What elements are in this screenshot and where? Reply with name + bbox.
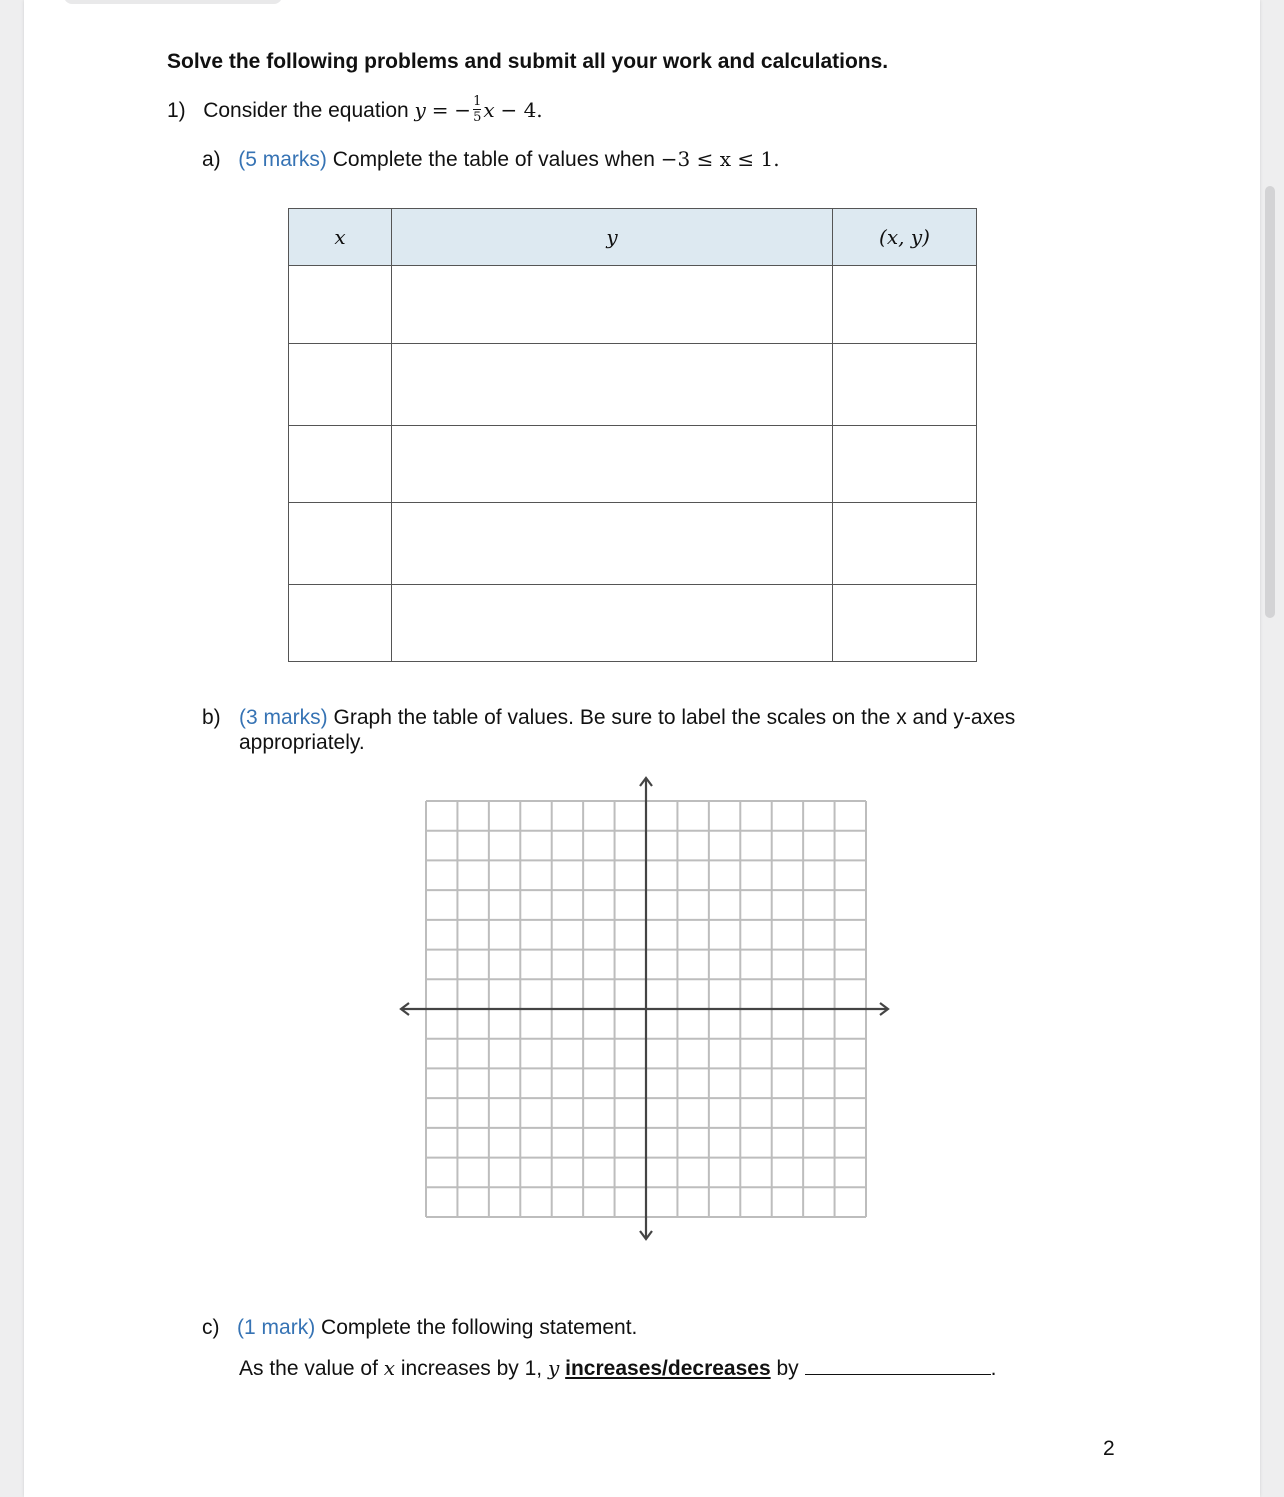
table-cell[interactable] bbox=[833, 344, 977, 426]
table-cell[interactable] bbox=[289, 503, 392, 585]
instructions: Solve the following problems and submit all your work and calculations. bbox=[167, 50, 889, 73]
table-cell[interactable] bbox=[289, 426, 392, 503]
table-cell[interactable] bbox=[833, 426, 977, 503]
statement-var-y: y bbox=[547, 1356, 560, 1380]
part-c bbox=[202, 1316, 637, 1340]
table-cell[interactable] bbox=[833, 585, 977, 662]
table-cell[interactable] bbox=[289, 585, 392, 662]
part-a bbox=[202, 147, 780, 172]
table-cell[interactable] bbox=[392, 426, 833, 503]
equation-lhs: y bbox=[414, 98, 426, 123]
fraction-denominator: 5 bbox=[473, 110, 482, 125]
table-cell[interactable] bbox=[392, 344, 833, 426]
table-cell[interactable] bbox=[392, 266, 833, 344]
statement-before: As the value of bbox=[239, 1357, 378, 1380]
table-cell[interactable] bbox=[833, 266, 977, 344]
table-row bbox=[289, 344, 977, 426]
table-row bbox=[289, 585, 977, 662]
table-cell[interactable] bbox=[392, 585, 833, 662]
equation-minus: − bbox=[454, 98, 472, 123]
part-a-text: Complete the table of values when bbox=[332, 148, 655, 171]
fraction bbox=[473, 95, 481, 124]
part-b-text: Graph the table of values. Be sure to label the scales on the x and y-axes appropriately. bbox=[239, 706, 1016, 754]
header-xy: (x, y) bbox=[833, 209, 977, 266]
table-row bbox=[289, 503, 977, 585]
part-a-marks: (5 marks) bbox=[238, 148, 327, 171]
part-b-marks: (3 marks) bbox=[239, 706, 328, 729]
answer-blank[interactable] bbox=[805, 1356, 991, 1375]
part-c-text: Complete the following statement. bbox=[321, 1316, 638, 1339]
page-number: 2 bbox=[1103, 1437, 1115, 1460]
equation-rest: − 4. bbox=[500, 98, 543, 123]
part-a-inequality: −3 ≤ x ≤ 1. bbox=[660, 147, 780, 171]
question-text: Consider the equation bbox=[203, 99, 409, 123]
top-tab bbox=[64, 0, 282, 4]
part-b-label: b) bbox=[202, 706, 221, 729]
fraction-numerator: 1 bbox=[473, 94, 482, 109]
statement-end: . bbox=[990, 1357, 997, 1380]
equation-variable: x bbox=[483, 98, 495, 123]
question-number: 1) bbox=[167, 99, 186, 123]
part-a-label: a) bbox=[202, 148, 221, 171]
coordinate-grid[interactable] bbox=[396, 774, 896, 1244]
table-cell[interactable] bbox=[833, 503, 977, 585]
statement-choice: increases/decreases bbox=[565, 1357, 771, 1380]
statement bbox=[239, 1356, 997, 1381]
equation-equals: = bbox=[431, 98, 449, 123]
part-c-label: c) bbox=[202, 1316, 220, 1339]
statement-var-x: x bbox=[383, 1356, 396, 1380]
header-y: y bbox=[392, 209, 833, 266]
table-cell[interactable] bbox=[289, 266, 392, 344]
table-row bbox=[289, 426, 977, 503]
part-b-body bbox=[239, 705, 1099, 755]
statement-after: by bbox=[776, 1357, 799, 1380]
question-1 bbox=[167, 94, 543, 126]
table-header-row bbox=[289, 209, 977, 266]
part-c-marks: (1 mark) bbox=[237, 1316, 316, 1339]
table-cell[interactable] bbox=[392, 503, 833, 585]
scrollbar[interactable] bbox=[1265, 186, 1275, 618]
values-table bbox=[288, 208, 977, 662]
statement-middle: increases by 1, bbox=[400, 1357, 543, 1380]
table-row bbox=[289, 266, 977, 344]
table-cell[interactable] bbox=[289, 344, 392, 426]
header-x: x bbox=[289, 209, 392, 266]
